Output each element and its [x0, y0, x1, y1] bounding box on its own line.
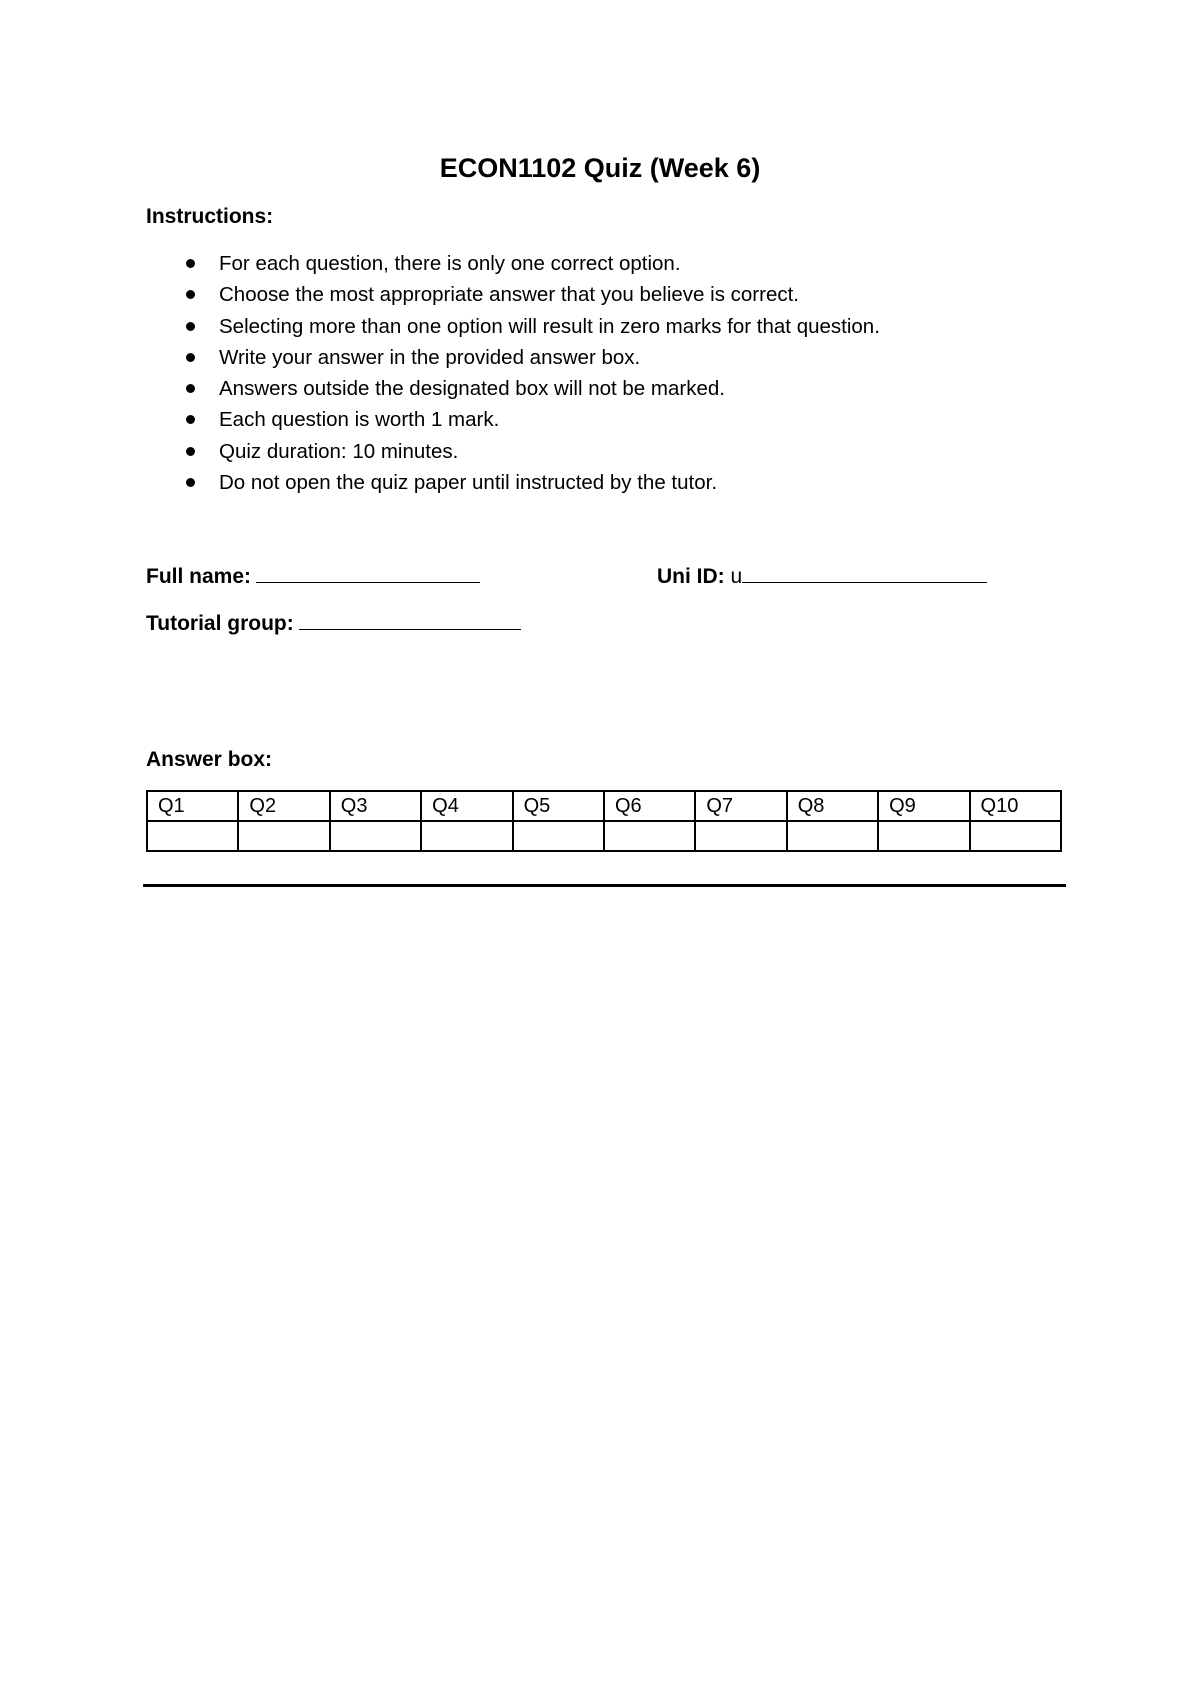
bullet-icon	[186, 290, 195, 299]
instruction-text: Quiz duration: 10 minutes.	[219, 439, 459, 463]
question-label: Q7	[695, 791, 786, 821]
question-label: Q8	[787, 791, 878, 821]
answer-row	[147, 821, 1061, 851]
instruction-item	[146, 373, 1046, 404]
answer-cell[interactable]	[513, 821, 604, 851]
instruction-item	[146, 467, 1046, 498]
tutorial-group-field	[146, 609, 521, 638]
bullet-icon	[186, 478, 195, 487]
full-name-label: Full name:	[146, 565, 252, 588]
instructions-heading: Instructions:	[146, 205, 274, 228]
answer-cell[interactable]	[695, 821, 786, 851]
bullet-icon	[186, 259, 195, 268]
instruction-text: Each question is worth 1 mark.	[219, 408, 500, 432]
uni-id-field	[657, 562, 987, 591]
instruction-text: Choose the most appropriate answer that you believe is correct.	[219, 283, 799, 307]
instruction-text: Answers outside the designated box will not be marked.	[219, 377, 725, 401]
answer-cell[interactable]	[970, 821, 1061, 851]
answer-cell[interactable]	[238, 821, 329, 851]
uni-id-label: Uni ID:	[657, 565, 725, 588]
instruction-text: Write your answer in the provided answer box.	[219, 345, 641, 369]
instruction-item	[146, 311, 1046, 342]
question-label: Q3	[330, 791, 421, 821]
answer-box-heading: Answer box:	[146, 748, 273, 771]
instruction-text: Do not open the quiz paper until instructed by the tutor.	[219, 471, 718, 495]
answer-cell[interactable]	[604, 821, 695, 851]
question-label: Q4	[421, 791, 512, 821]
question-label: Q9	[878, 791, 969, 821]
uni-id-blank[interactable]	[742, 562, 987, 583]
answer-cell[interactable]	[421, 821, 512, 851]
instructions-list	[146, 248, 1046, 498]
question-label: Q6	[604, 791, 695, 821]
answer-cell[interactable]	[878, 821, 969, 851]
uni-id-prefix: u	[730, 565, 743, 588]
question-label: Q10	[970, 791, 1061, 821]
instruction-item	[146, 342, 1046, 373]
bullet-icon	[186, 384, 195, 393]
answer-cell[interactable]	[787, 821, 878, 851]
tutorial-group-label: Tutorial group:	[146, 612, 294, 635]
question-header-row	[147, 791, 1061, 821]
section-divider	[143, 884, 1066, 887]
page-title: ECON1102 Quiz (Week 6)	[439, 153, 761, 183]
answer-box-table	[146, 790, 1062, 852]
instruction-item	[146, 404, 1046, 435]
answer-cell[interactable]	[147, 821, 238, 851]
instruction-item	[146, 279, 1046, 310]
bullet-icon	[186, 447, 195, 456]
bullet-icon	[186, 415, 195, 424]
bullet-icon	[186, 322, 195, 331]
question-label: Q2	[238, 791, 329, 821]
question-label: Q1	[147, 791, 238, 821]
answer-cell[interactable]	[330, 821, 421, 851]
instruction-item	[146, 436, 1046, 467]
instruction-text: Selecting more than one option will result in zero marks for that question.	[219, 314, 880, 338]
tutorial-group-blank[interactable]	[299, 609, 521, 630]
instruction-item	[146, 248, 1046, 279]
instruction-text: For each question, there is only one correct option.	[219, 252, 681, 275]
question-label: Q5	[513, 791, 604, 821]
full-name-field	[146, 562, 480, 591]
bullet-icon	[186, 353, 195, 362]
full-name-blank[interactable]	[256, 562, 480, 583]
